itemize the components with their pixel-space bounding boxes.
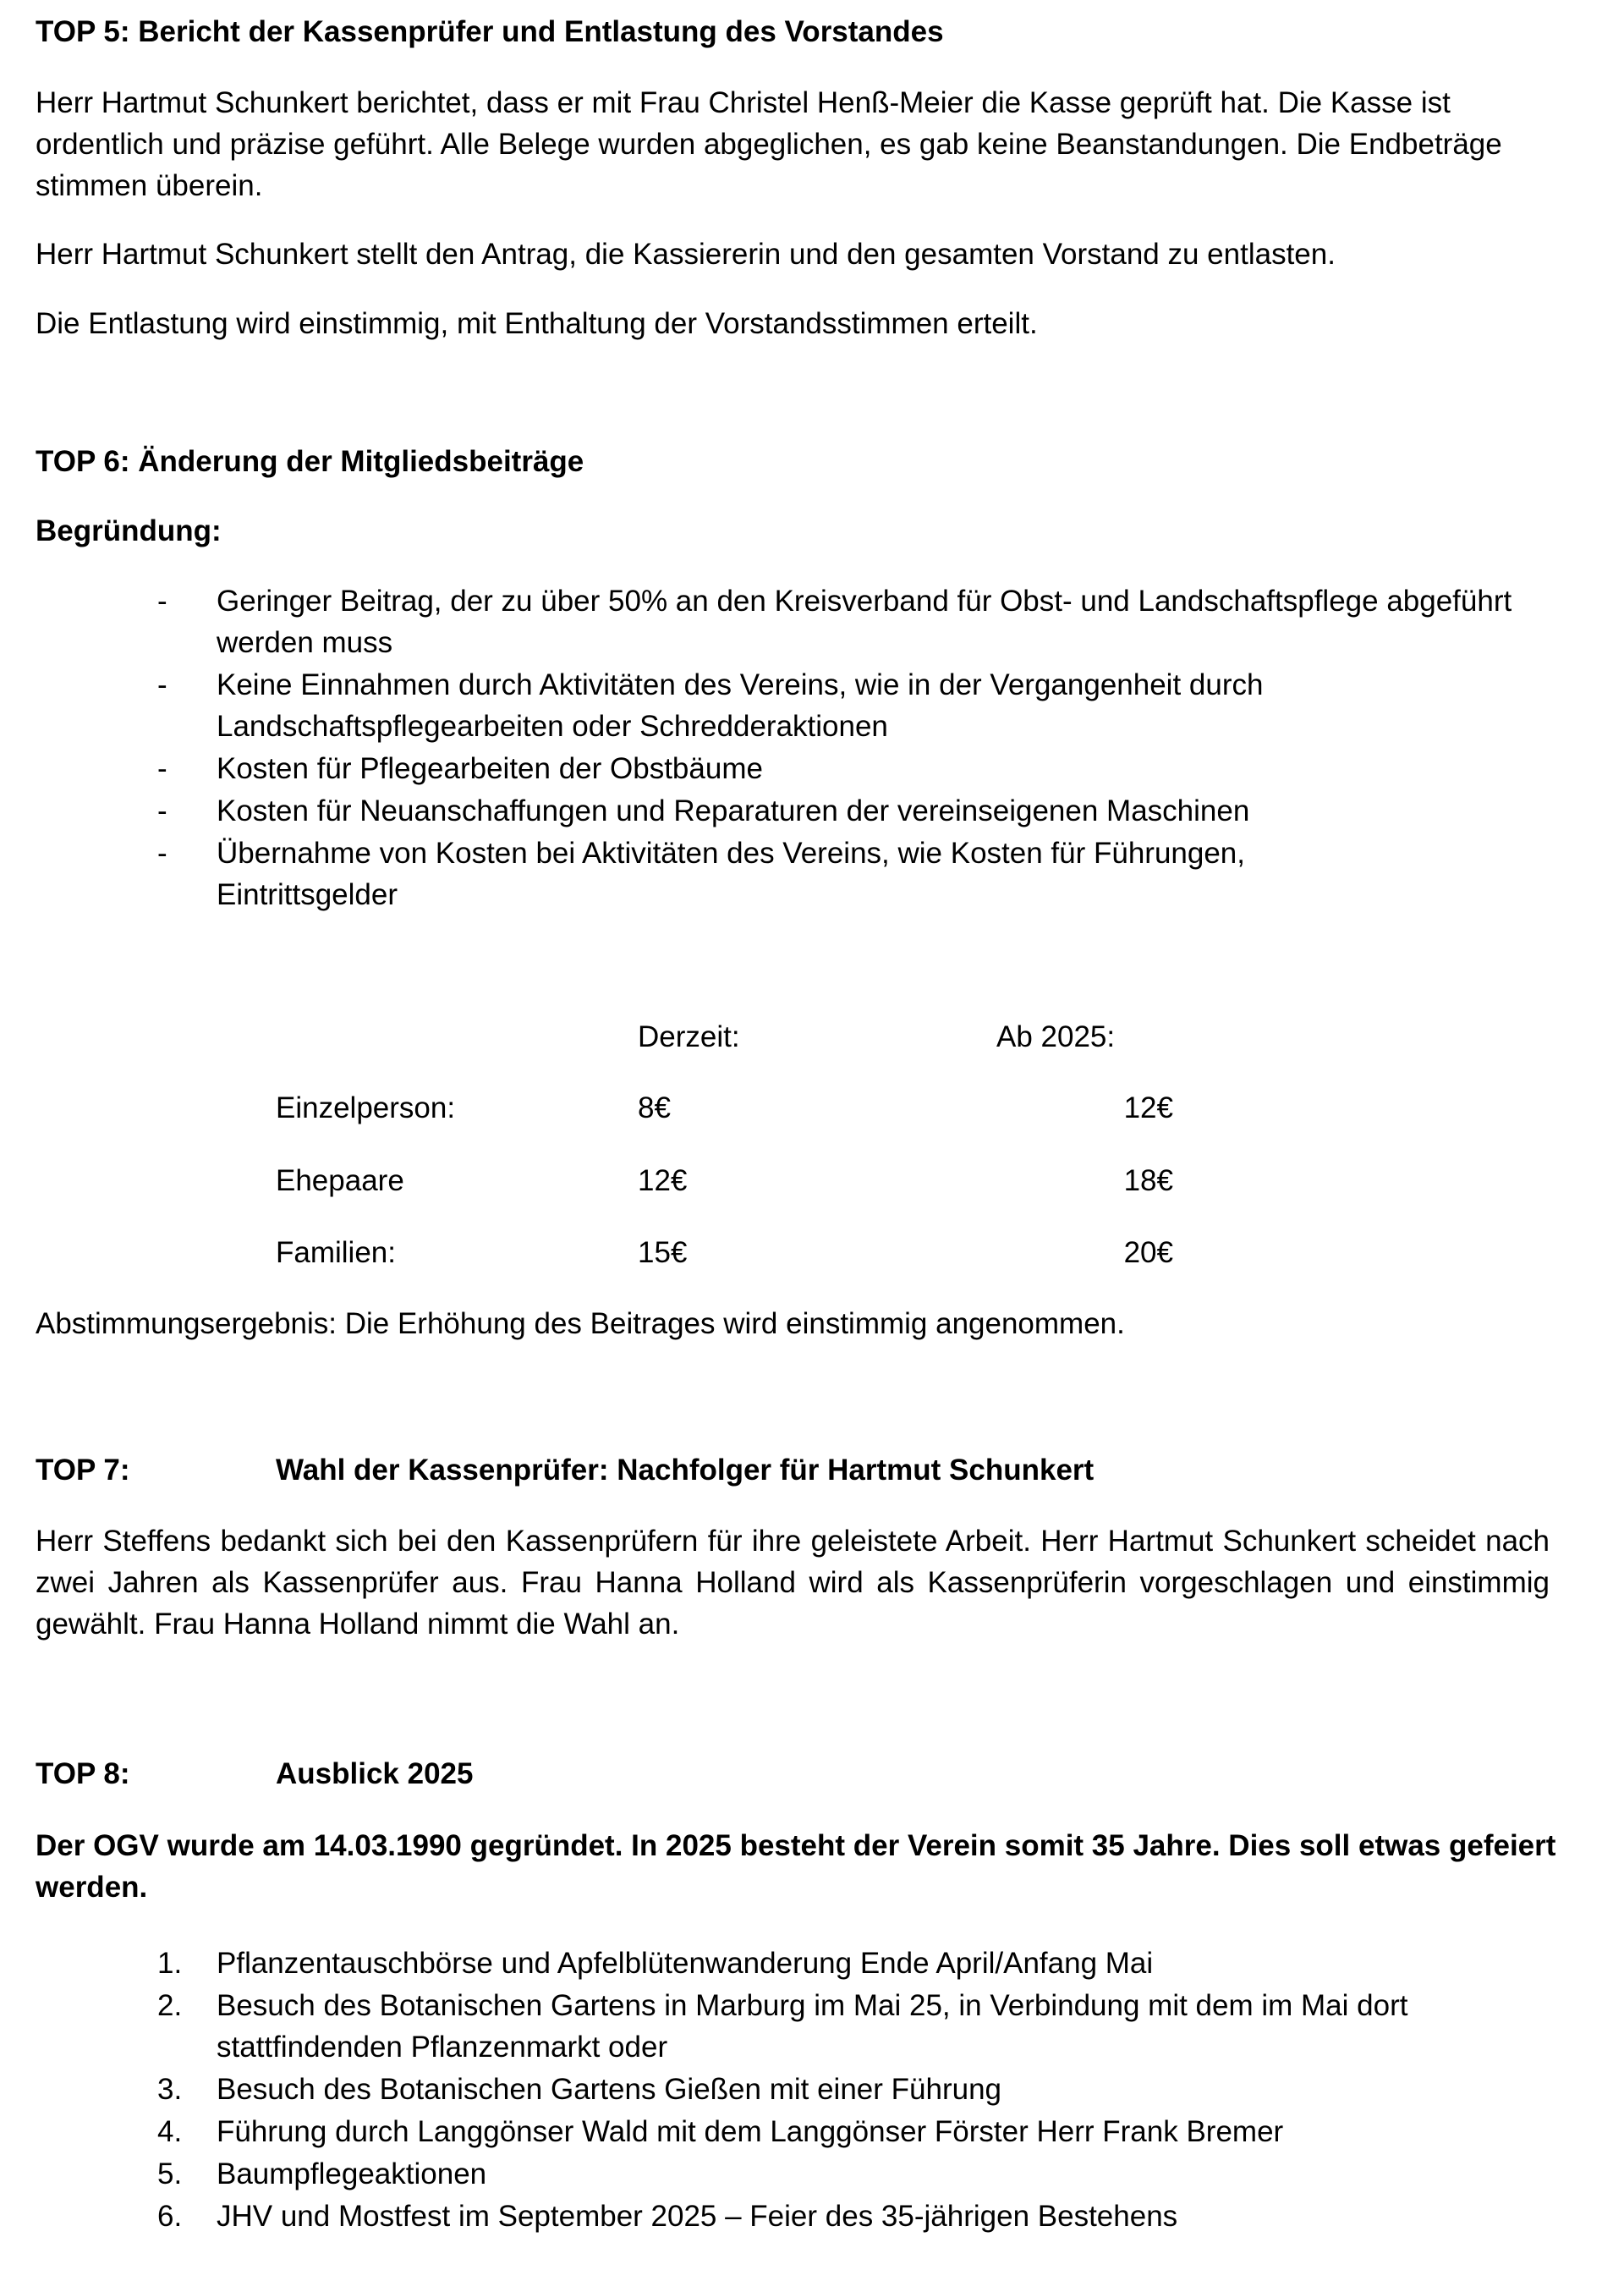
top8-intro: Der OGV wurde am 14.03.1990 gegründet. In 2025 besteht der Verein somit 35 Jahre. Dies soll etwas gefeiert werden. (36, 1829, 1556, 1904)
list-number: 5. (157, 2157, 183, 2190)
list-item-text: Besuch des Botanischen Gartens in Marburg im Mai 25, in Verbindung mit dem im Mai dort stattfindenden Pflanzenmarkt oder (217, 1989, 1408, 2064)
bullet-dash: - (157, 837, 167, 870)
list-item-text: Baumpflegeaktionen (217, 2157, 487, 2190)
top5-paragraph-result: Die Entlastung wird einstimmig, mit Enthaltung der Vorstandsstimmen erteilt. (36, 307, 1038, 340)
list-item-text: Keine Einnahmen durch Aktivitäten des Vereins, wie in der Vergangenheit durch Landschaftspflegearbeiten oder Schredderaktionen (217, 668, 1264, 743)
top7-label: TOP 7: (36, 1454, 130, 1487)
fee-table-row-label: Einzelperson: (276, 1091, 456, 1124)
bullet-dash: - (157, 794, 167, 827)
top7-paragraph: Herr Steffens bedankt sich bei den Kassenprüfern für ihre geleistete Arbeit. Herr Hartmut Schunkert scheidet nach zwei Jahren als Kassenprüfer aus. Frau Hanna Holland wird als Kassenprüferin vorgeschlagen und einstimmig gewählt. Frau Hanna Holland nimmt die Wahl an. (36, 1525, 1550, 1641)
list-number: 3. (157, 2073, 183, 2106)
top8-title: Ausblick 2025 (276, 1757, 474, 1790)
list-number: 1. (157, 1947, 183, 1980)
list-item-text: Besuch des Botanischen Gartens Gießen mit einer Führung (217, 2073, 1001, 2106)
fee-table-row-label: Familien: (276, 1236, 396, 1269)
list-item (0, 664, 1624, 747)
top5-paragraph-report: Herr Hartmut Schunkert berichtet, dass er mit Frau Christel Henß-Meier die Kasse geprüft hat. Die Kasse ist ordentlich und präzise geführt. Alle Belege wurden abgeglichen, es gab keine Beanstandungen. Die Endbeträge stimmen überein. (36, 86, 1502, 202)
list-item (0, 2111, 1624, 2152)
fee-table-current-value: 15€ (638, 1236, 688, 1269)
list-item (0, 2153, 1624, 2195)
list-item (0, 1985, 1624, 2068)
top5-heading: TOP 5: Bericht der Kassenprüfer und Entlastung des Vorstandes (36, 15, 944, 48)
list-item-text: JHV und Mostfest im September 2025 – Feier des 35-jährigen Bestehens (217, 2200, 1178, 2233)
fee-table-new-value: 20€ (1123, 1236, 1173, 1269)
fee-table-new-value: 18€ (1123, 1164, 1173, 1197)
fee-table-current-value: 12€ (638, 1164, 688, 1197)
bullet-dash: - (157, 585, 167, 618)
list-number: 4. (157, 2115, 183, 2148)
top6-heading: TOP 6: Änderung der Mitgliedsbeiträge (36, 445, 584, 478)
list-item-text: Kosten für Neuanschaffungen und Reparaturen der vereinseigenen Maschinen (217, 794, 1250, 827)
list-item (0, 2196, 1624, 2237)
list-item-text: Geringer Beitrag, der zu über 50% an den Kreisverband für Obst- und Landschaftspflege abgeführt werden muss (217, 585, 1512, 659)
list-item (0, 748, 1624, 789)
list-item-text: Pflanzentauschbörse und Apfelblütenwanderung Ende April/Anfang Mai (217, 1947, 1154, 1980)
list-number: 6. (157, 2200, 183, 2233)
fee-table-current-value: 8€ (638, 1091, 671, 1124)
fee-table-new-value: 12€ (1123, 1091, 1173, 1124)
top6-subheading: Begründung: (36, 514, 222, 547)
list-item (0, 2069, 1624, 2110)
list-item-text: Übernahme von Kosten bei Aktivitäten des Vereins, wie Kosten für Führungen, Eintrittsgelder (217, 837, 1245, 911)
top7-title: Wahl der Kassenprüfer: Nachfolger für Hartmut Schunkert (276, 1454, 1095, 1487)
list-item (0, 1943, 1624, 1984)
bullet-dash: - (157, 668, 167, 701)
list-number: 2. (157, 1989, 183, 2022)
list-item-text: Führung durch Langgönser Wald mit dem Langgönser Förster Herr Frank Bremer (217, 2115, 1284, 2148)
vote-result: Abstimmungsergebnis: Die Erhöhung des Beitrages wird einstimmig angenommen. (36, 1307, 1125, 1340)
fee-table-header-2025: Ab 2025: (996, 1020, 1116, 1053)
bullet-dash: - (157, 752, 167, 785)
list-item (0, 833, 1624, 915)
top8-label: TOP 8: (36, 1757, 130, 1790)
fee-table-header-current: Derzeit: (638, 1020, 740, 1053)
list-item (0, 580, 1624, 663)
fee-table-row-label: Ehepaare (276, 1164, 404, 1197)
list-item-text: Kosten für Pflegearbeiten der Obstbäume (217, 752, 763, 785)
list-item (0, 790, 1624, 832)
top5-paragraph-motion: Herr Hartmut Schunkert stellt den Antrag, die Kassiererin und den gesamten Vorstand zu entlasten. (36, 238, 1336, 271)
